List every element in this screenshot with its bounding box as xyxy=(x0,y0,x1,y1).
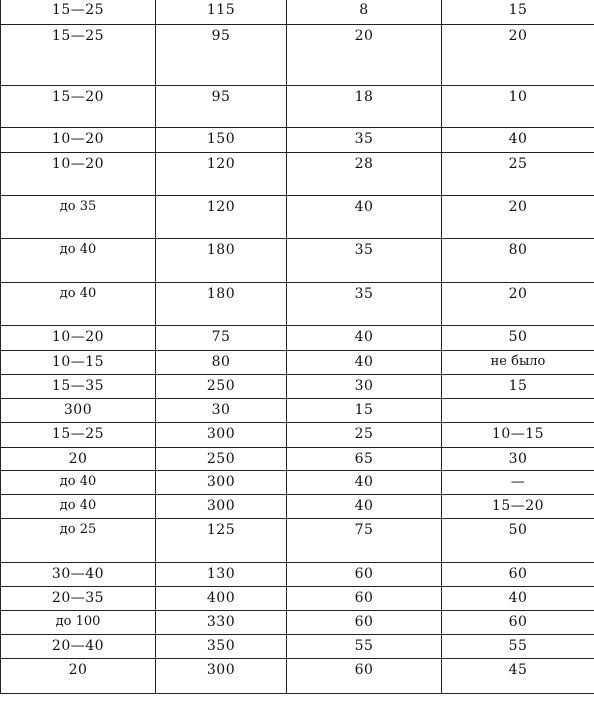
table-cell: 60 xyxy=(287,610,442,634)
table-cell: 15 xyxy=(442,0,594,24)
table-row xyxy=(1,562,594,586)
table-row xyxy=(1,586,594,610)
table-cell: 30 xyxy=(287,374,442,398)
table-cell: 250 xyxy=(156,447,287,470)
table-cell: 25 xyxy=(442,152,594,195)
table-row xyxy=(1,470,594,494)
table-cell: 20—40 xyxy=(1,634,156,658)
table-cell: 60 xyxy=(287,658,442,693)
table-cell: 35 xyxy=(287,127,442,152)
table-cell: 180 xyxy=(156,282,287,325)
table-cell: 20 xyxy=(442,195,594,238)
table-cell: 130 xyxy=(156,562,287,586)
table-cell: 65 xyxy=(287,447,442,470)
table-cell: 330 xyxy=(156,610,287,634)
table-cell: 60 xyxy=(442,562,594,586)
table-cell: 10—15 xyxy=(442,422,594,447)
table-cell: 60 xyxy=(442,610,594,634)
table-cell: 75 xyxy=(287,518,442,562)
table-cell: 300 xyxy=(156,658,287,693)
table-row xyxy=(1,518,594,562)
table-cell: 35 xyxy=(287,238,442,282)
table-row xyxy=(1,85,594,127)
table-cell: 30 xyxy=(156,398,287,422)
table-cell: 250 xyxy=(156,374,287,398)
table-cell: 35 xyxy=(287,282,442,325)
table-cell: 30 xyxy=(442,447,594,470)
table-cell: 55 xyxy=(442,634,594,658)
table-cell: 95 xyxy=(156,24,287,85)
table-cell: 300 xyxy=(156,470,287,494)
table-cell: 18 xyxy=(287,85,442,127)
table-cell: 50 xyxy=(442,325,594,350)
table-cell: 40 xyxy=(287,325,442,350)
table-row xyxy=(1,350,594,374)
table-cell: 30—40 xyxy=(1,562,156,586)
table-cell: 40 xyxy=(442,127,594,152)
table-cell: 15—25 xyxy=(1,24,156,85)
table-cell: до 100 xyxy=(1,610,156,634)
table-cell: 15—20 xyxy=(1,85,156,127)
table-row xyxy=(1,398,594,422)
table-cell xyxy=(442,398,594,422)
table-row xyxy=(1,634,594,658)
table-cell: 80 xyxy=(156,350,287,374)
table-cell: 75 xyxy=(156,325,287,350)
table-cell: 180 xyxy=(156,238,287,282)
table-cell: 300 xyxy=(1,398,156,422)
table-row xyxy=(1,127,594,152)
table-cell: 25 xyxy=(287,422,442,447)
table-cell: 60 xyxy=(287,562,442,586)
table-cell: 60 xyxy=(287,586,442,610)
table-cell: 20 xyxy=(442,24,594,85)
table-cell: 45 xyxy=(442,658,594,693)
table-cell: до 40 xyxy=(1,470,156,494)
table-cell: 20 xyxy=(1,447,156,470)
table-cell: 40 xyxy=(287,195,442,238)
table-cell: 20 xyxy=(1,658,156,693)
table-cell: 10—20 xyxy=(1,127,156,152)
table-cell: до 40 xyxy=(1,282,156,325)
table-cell: до 25 xyxy=(1,518,156,562)
table-cell: 10—20 xyxy=(1,152,156,195)
table-cell: не было xyxy=(442,350,594,374)
table-cell: 20—35 xyxy=(1,586,156,610)
table-row xyxy=(1,24,594,85)
table-cell: 120 xyxy=(156,152,287,195)
table-cell: 10 xyxy=(442,85,594,127)
table-cell: 28 xyxy=(287,152,442,195)
table-cell: 10—20 xyxy=(1,325,156,350)
table-cell: 15—25 xyxy=(1,422,156,447)
table-cell: 15—35 xyxy=(1,374,156,398)
table-row xyxy=(1,325,594,350)
table-cell: 80 xyxy=(442,238,594,282)
table-cell: 40 xyxy=(287,470,442,494)
table-cell: 40 xyxy=(442,586,594,610)
table-row xyxy=(1,0,594,24)
table-row xyxy=(1,422,594,447)
table-body xyxy=(1,0,594,693)
table-cell: до 40 xyxy=(1,238,156,282)
table-cell: 95 xyxy=(156,85,287,127)
table-row xyxy=(1,610,594,634)
table-cell: 40 xyxy=(287,494,442,518)
table-cell: 120 xyxy=(156,195,287,238)
table-cell: до 40 xyxy=(1,494,156,518)
table-cell: 300 xyxy=(156,422,287,447)
table-row xyxy=(1,658,594,693)
table-cell: 40 xyxy=(287,350,442,374)
table-cell: 55 xyxy=(287,634,442,658)
table-cell: 15—25 xyxy=(1,0,156,24)
table-row xyxy=(1,152,594,195)
table-row xyxy=(1,195,594,238)
table-cell: 115 xyxy=(156,0,287,24)
table-cell: 10—15 xyxy=(1,350,156,374)
table-cell: 20 xyxy=(287,24,442,85)
table-row xyxy=(1,282,594,325)
table-cell: до 35 xyxy=(1,195,156,238)
table-row xyxy=(1,374,594,398)
table-cell: 8 xyxy=(287,0,442,24)
table-cell: 15—20 xyxy=(442,494,594,518)
table-cell: 150 xyxy=(156,127,287,152)
table-cell: 400 xyxy=(156,586,287,610)
table-cell: — xyxy=(442,470,594,494)
table-cell: 125 xyxy=(156,518,287,562)
table-cell: 15 xyxy=(287,398,442,422)
table-cell: 50 xyxy=(442,518,594,562)
table-cell: 15 xyxy=(442,374,594,398)
table-row xyxy=(1,447,594,470)
table-cell: 20 xyxy=(442,282,594,325)
table-row xyxy=(1,238,594,282)
table-cell: 300 xyxy=(156,494,287,518)
table-cell: 350 xyxy=(156,634,287,658)
table-row xyxy=(1,494,594,518)
